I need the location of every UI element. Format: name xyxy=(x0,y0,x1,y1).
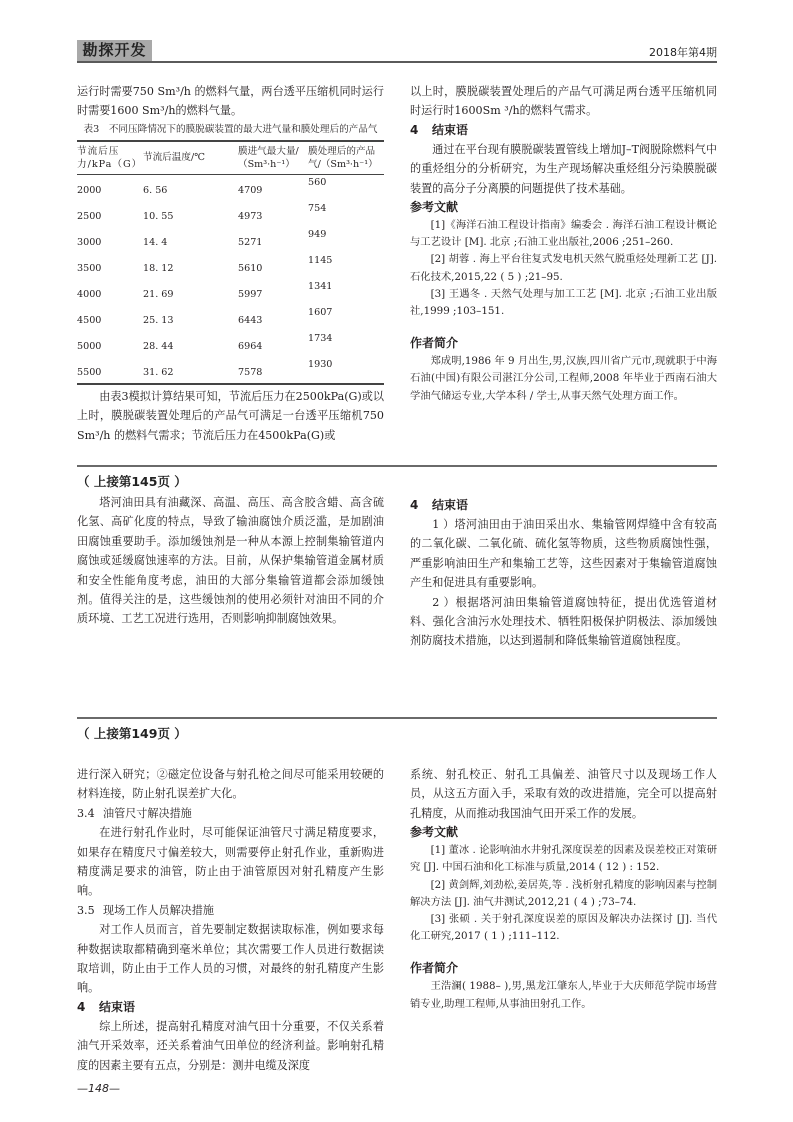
middle-left-column xyxy=(77,493,384,629)
table-cell: 5997 xyxy=(238,288,263,300)
table-cell: 1930 xyxy=(308,357,384,384)
continued-from-label: （ 上接第145页 ） xyxy=(77,474,187,489)
table-cell: 3500 xyxy=(77,262,102,274)
references-heading: 参考文献 xyxy=(410,200,459,215)
section-number: 4 xyxy=(77,999,86,1014)
subsection-number: 3.4 xyxy=(77,806,95,820)
section-title: 结束语 xyxy=(432,498,469,512)
issue-label: 2018年第4期 xyxy=(649,46,717,59)
table-cell: 3000 xyxy=(77,236,102,248)
section-title: 结束语 xyxy=(99,999,136,1014)
data-table xyxy=(77,140,384,385)
paragraph: 由表3模拟计算结果可知，节流后压力在2500kPa(G)或以上时，膜脱碳装置处理后的产品气可满足一台透平压缩机750 Sm³/h 的燃料气需求；节流后压力在4500kPa(G)或 xyxy=(77,389,384,442)
reference-item: [1] 董冰 . 论影响油水井射孔深度误差的因素及误差校正对策研究 [J]. 中国石油和化工标准与质量,2014 ( 12 ) : 152. xyxy=(410,844,717,874)
table-cell: 2000 xyxy=(77,184,102,196)
section-label: 勘探开发 xyxy=(77,40,152,61)
reference-item: [2] 胡蓉 . 海上平台往复式发电机天然气脱重烃处理新工艺 [J]. 石化技术,2015,22 ( 5 ) ;21–95. xyxy=(410,253,717,283)
table-cell: 6. 56 xyxy=(143,184,168,196)
table-row xyxy=(77,227,384,253)
table-cell: 5500 xyxy=(77,357,143,384)
subsection-heading xyxy=(77,804,384,823)
paragraph: 进行深入研究；②磁定位设备与射孔枪之间尽可能采用较硬的材料连接，防止射孔误差扩大化。 xyxy=(77,768,384,801)
article-separator xyxy=(77,717,717,719)
table-row xyxy=(77,331,384,357)
author-bio: 郑成明,1986 年 9 月出生,男,汉族,四川省广元市,现就职于中海石油(中国)有限公司湛江分公司,工程师,2008 年毕业于西南石油大学油气储运专业,大学本科 / 学士,从事天然气处理方面工作。 xyxy=(410,355,717,402)
conclusion-point: 2 ）根据塔河油田集输管道腐蚀特征，提出优选管道材料、强化含油污水处理技术、牺牲阳极保护阴极法、添加缓蚀剂防腐技术措施，以达到遏制和降低集输管道腐蚀程度。 xyxy=(410,595,717,648)
table-caption: 表3 不同压降情况下的膜脱碳装置的最大进气量和膜处理后的产品气 xyxy=(83,123,378,135)
subsection-heading xyxy=(77,901,384,920)
author-heading: 作者简介 xyxy=(410,961,459,976)
table-cell: 14. 4 xyxy=(143,236,168,248)
table-cell: 5271 xyxy=(238,236,263,248)
table-cell: 949 xyxy=(308,228,327,240)
table-cell: 21. 69 xyxy=(143,288,174,300)
conclusion-point: 1 ）塔河油田由于油田采出水、集输管网焊缝中含有较高的二氧化碳、二氧化硫、硫化氢等物质，这些物质腐蚀性强，严重影响油田生产和集输工艺等，这些因素对于集输管道腐蚀产生和促进具有重要影响。 xyxy=(410,518,717,590)
references-heading: 参考文献 xyxy=(410,825,459,840)
paragraph: 以上时，膜脱碳装置处理后的产品气可满足两台透平压缩机同时运行时1600Sm ³/h的燃料气需求。 xyxy=(410,85,717,118)
table-cell: 10. 55 xyxy=(143,210,174,222)
table-cell: 1341 xyxy=(308,280,333,292)
section-heading xyxy=(77,998,384,1017)
table-cell: 6964 xyxy=(238,340,263,352)
table-cell: 754 xyxy=(308,202,327,214)
paragraph: 通过在平台现有膜脱碳装置管线上增加J–T阀脱除燃料气中的重烃组分的分析研究，为生产现场解决重烃组分污染膜脱碳装置的高分子分离膜的问题提供了技术基础。 xyxy=(410,142,717,195)
article-separator xyxy=(77,465,717,467)
table-cell: 4500 xyxy=(77,314,102,326)
paragraph: 运行时需要750 Sm³/h 的燃料气量，两台透平压缩机同时运行时需要1600 Sm³/h的燃料气量。 xyxy=(77,85,384,118)
header-rule xyxy=(77,61,717,63)
paragraph: 塔河油田具有油藏深、高温、高压、高含胶含蜡、高含硫化氢、高矿化度的特点，导致了输油腐蚀介质泛滥，是加剧油田腐蚀重要助手。添加缓蚀剂是一种从本源上控制集输管道内腐蚀或延缓腐蚀速率的方法。目前，从保护集输管道金属材质和安全性能角度考虑，油田的大部分集输管道都会添加缓蚀剂。值得关注的是，这些缓蚀剂的使用必须针对油田不同的介质环境、工艺工况进行选用，否则影响抑制腐蚀效果。 xyxy=(77,496,384,626)
section-number: 4 xyxy=(410,122,419,137)
page-number: —148— xyxy=(77,1082,120,1095)
top-right-column xyxy=(410,82,717,405)
table-cell: 6443 xyxy=(238,314,263,326)
bottom-right-column xyxy=(410,765,717,1013)
section-number: 4 xyxy=(410,498,419,512)
table-cell: 5610 xyxy=(238,262,263,274)
section-title: 结束语 xyxy=(432,122,469,137)
column-header: 节流后温度/℃ xyxy=(143,141,238,175)
table-cell: 1607 xyxy=(308,306,333,318)
subsection-number: 3.5 xyxy=(77,903,95,917)
table-row xyxy=(77,174,384,201)
table-cell: 18. 12 xyxy=(143,262,174,274)
middle-right-column xyxy=(410,496,717,651)
paragraph: 在进行射孔作业时，尽可能保证油管尺寸满足精度要求，如果存在精度尺寸偏差较大，则需要停止射孔作业，重新购进精度满足要求的油管，防止由于油管原因对射孔精度产生影响。 xyxy=(77,826,384,898)
paragraph: 综上所述，提高射孔精度对油气田十分重要，不仅关系着油气开采效率，还关系着油气田单位的经济利益。影响射孔精度的因素主要有五点，分别是：测井电缆及深度 xyxy=(77,1019,384,1072)
table-cell: 4973 xyxy=(238,210,263,222)
subsection-title: 油管尺寸解决措施 xyxy=(103,806,192,820)
bottom-left-column xyxy=(77,765,384,1075)
table-row xyxy=(77,279,384,305)
table-cell: 560 xyxy=(308,176,327,188)
column-header: 膜处理后的产品气/（Sm³·h⁻¹） xyxy=(308,141,384,175)
table-cell: 4000 xyxy=(77,288,102,300)
continued-from-label: （ 上接第149页 ） xyxy=(77,726,187,741)
top-left-column xyxy=(77,82,384,445)
author-bio: 王浩澜( 1988– ),男,黑龙江肇东人,毕业于大庆师范学院市场营销专业,助理工程师,从事油田射孔工作。 xyxy=(410,980,717,1010)
table-cell: 31. 62 xyxy=(143,357,238,384)
column-header: 膜进气最大量/（Sm³·h⁻¹） xyxy=(238,141,308,175)
reference-item: [3] 王遇冬 . 天然气处理与加工工艺 [M]. 北京 ;石油工业出版社,1999 ;103–151. xyxy=(410,287,717,318)
table-header-row xyxy=(77,141,384,175)
table-cell: 5000 xyxy=(77,340,102,352)
table-cell: 1734 xyxy=(308,332,333,344)
paragraph: 系统、射孔校正、射孔工具偏差、油管尺寸以及现场工作人员，从这五方面入手，采取有效的改进措施，完全可以提高射孔精度，从而推动我国油气田开采工作的发展。 xyxy=(410,768,717,820)
table-cell: 28. 44 xyxy=(143,340,174,352)
reference-item: [3] 张硕 . 关于射孔深度误差的原因及解决办法探讨 [J]. 当代化工研究,2017 ( 1 ) ;111–112. xyxy=(410,913,717,943)
table-cell: 25. 13 xyxy=(143,314,174,326)
table-row xyxy=(77,253,384,279)
reference-item: [2] 黄剑辉,刘劲松,姜居英,等 . 浅析射孔精度的影响因素与控制解决方法 [J]. 油气井测试,2012,21 ( 4 ) ;73–74. xyxy=(410,878,717,908)
table-row xyxy=(77,357,384,384)
table-cell: 4709 xyxy=(238,184,263,196)
table-cell: 7578 xyxy=(238,357,308,384)
table-row xyxy=(77,305,384,331)
table-cell: 2500 xyxy=(77,210,102,222)
paragraph: 对工作人员而言，首先要制定数据读取标准，例如要求每种数据读取都精确到毫米单位；其次需要工作人员进行数据读取培训，防止由于工作人员的习惯，对最终的射孔精度产生影响。 xyxy=(77,923,384,995)
section-heading xyxy=(410,496,717,515)
reference-item: [1]《海洋石油工程设计指南》编委会 . 海洋石油工程设计概论与工艺设计 [M]. 北京 ;石油工业出版社,2006 ;251–260. xyxy=(410,219,717,249)
section-heading xyxy=(410,121,717,140)
column-header: 节流后压力/kPa（G） xyxy=(77,141,143,175)
author-heading: 作者简介 xyxy=(410,336,459,351)
table-cell: 1145 xyxy=(308,254,333,266)
table-row xyxy=(77,201,384,227)
subsection-title: 现场工作人员解决措施 xyxy=(103,903,214,917)
